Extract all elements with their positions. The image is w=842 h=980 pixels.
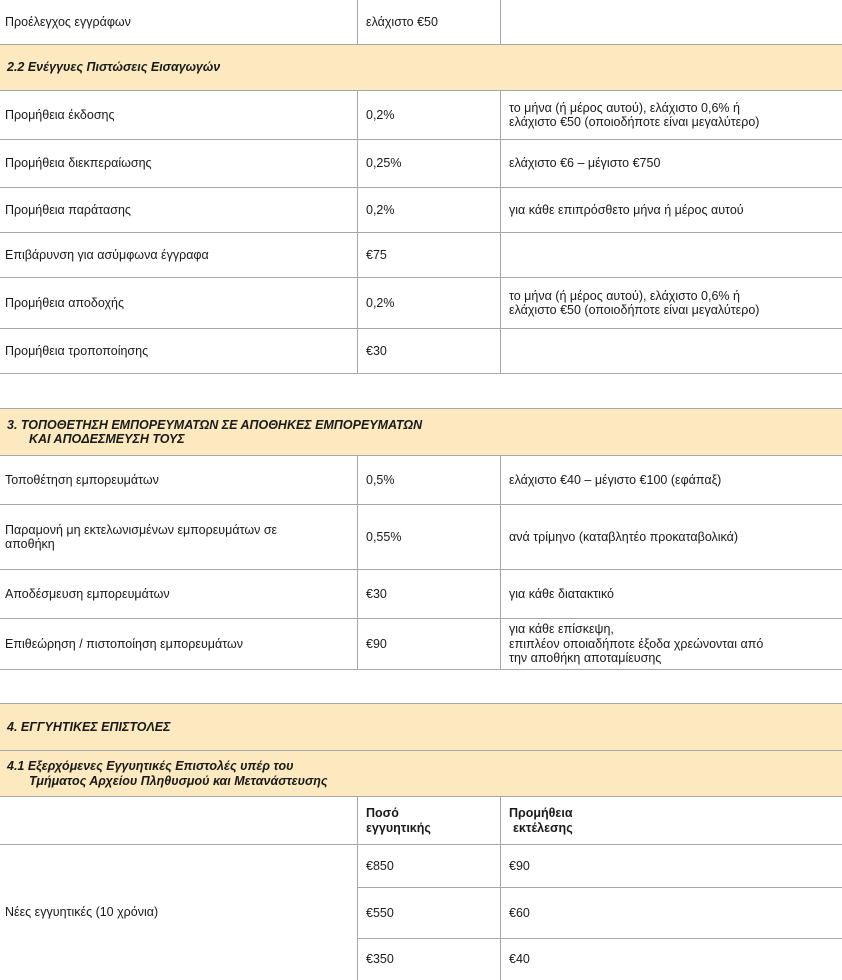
table-row-amendment <box>0 329 842 373</box>
section-title-line: 4.1 Εξερχόμενες Εγγυητικές Επιστολές υπέρ του <box>7 759 294 774</box>
section-title-line: ΚΑΙ ΑΠΟΔΕΣΜΕΥΣΗ ΤΟΥΣ <box>29 432 185 446</box>
section-title-line: 3. ΤΟΠΟΘΕΤΗΣΗ ΕΜΠΟΡΕΥΜΑΤΩΝ ΣΕ ΑΠΟΘΗΚΕΣ ΕΜΠΟΡΕΥΜΑΤΩΝ <box>7 417 423 432</box>
section-title-line: Τμήματος Αρχείου Πληθυσμού και Μετανάστευσης <box>29 773 328 788</box>
fee-rate: 0,2% <box>358 278 501 328</box>
table-row-processing <box>0 140 842 187</box>
table-row-extension <box>0 188 842 232</box>
fee-label-line: Παραμονή μη εκτελωνισμένων εμπορευμάτων σε <box>5 522 278 537</box>
fee-note: ανά τρίμηνο (καταβλητέο προκαταβολικά) <box>509 529 739 544</box>
fee-label: Αποδέσμευση εμπορευμάτων <box>0 570 358 618</box>
fee-rate: 0,5% <box>358 456 501 504</box>
section-header-3 <box>0 409 842 455</box>
guarantee-label: Νέες εγγυητικές (10 χρόνια) <box>0 845 358 980</box>
fee-note: ελάχιστο €6 – μέγιστο €750 <box>509 156 661 171</box>
guarantee-fee: €40 <box>509 952 530 967</box>
fee-note <box>501 329 842 373</box>
section-title: 4. ΕΓΓΥΗΤΙΚΕΣ ΕΠΙΣΤΟΛΕΣ <box>7 719 171 734</box>
guarantee-fee: €60 <box>509 905 530 920</box>
section-header-2-2 <box>0 45 842 90</box>
table-header-row <box>0 797 842 844</box>
section-title <box>0 409 842 455</box>
fee-label <box>0 505 358 569</box>
table-row-storage <box>0 505 842 569</box>
fee-note <box>501 91 842 139</box>
fee-label: Προμήθεια αποδοχής <box>0 278 358 328</box>
column-header-line: Προμήθεια <box>509 806 573 821</box>
column-header-line: εγγυητικής <box>366 820 431 835</box>
fee-label: Προέλεγχος εγγράφων <box>0 0 358 44</box>
fee-label: Προμήθεια διεκπεραίωσης <box>0 140 358 187</box>
fee-label: Προμήθεια έκδοσης <box>0 91 358 139</box>
fee-note-line: επιπλέον οποιαδήποτε έξοδα χρεώνονται από <box>509 636 764 651</box>
fee-rate: €30 <box>358 570 501 618</box>
fee-note-line: για κάθε επίσκεψη, <box>509 622 614 637</box>
fee-rate: 0,55% <box>358 505 501 569</box>
section-title <box>0 751 842 796</box>
fee-note <box>501 0 842 44</box>
section-header-4 <box>0 704 842 750</box>
column-header-line: Ποσό <box>366 806 399 821</box>
fee-label: Προμήθεια παράτασης <box>0 188 358 232</box>
fee-rate: €75 <box>358 233 501 277</box>
section-header-4-1 <box>0 751 842 796</box>
fee-note-line: ελάχιστο €50 (οποιοδήποτε είναι μεγαλύτερο) <box>509 303 760 317</box>
empty-header-cell <box>0 797 358 844</box>
guarantee-amount: €350 <box>358 939 501 980</box>
table-row-placement <box>0 456 842 504</box>
fee-label: Επιβάρυνση για ασύμφωνα έγγραφα <box>0 233 358 277</box>
table-row-release <box>0 570 842 618</box>
table-row-guarantee-2 <box>0 888 842 938</box>
table-row-inspection <box>0 619 842 669</box>
column-header-amount <box>358 797 501 844</box>
fee-rate: €30 <box>358 329 501 373</box>
table-row-doc-check <box>0 0 842 44</box>
guarantee-amount: €550 <box>358 888 501 938</box>
table-row-acceptance <box>0 278 842 328</box>
column-header-fee <box>501 797 842 844</box>
fee-note <box>501 619 842 669</box>
fee-label: Τοποθέτηση εμπορευμάτων <box>0 456 358 504</box>
fee-note: ελάχιστο €40 – μέγιστο €100 (εφάπαξ) <box>509 472 722 487</box>
table-row-issue <box>0 91 842 139</box>
table-row-guarantee-1 <box>0 845 842 887</box>
fee-label: Επιθεώρηση / πιστοποίηση εμπορευμάτων <box>0 619 358 669</box>
fee-rate: ελάχιστο €50 <box>358 0 501 44</box>
fee-note-line: το μήνα (ή μέρος αυτού), ελάχιστο 0,6% ή <box>509 288 740 303</box>
fee-label: Προμήθεια τροποποίησης <box>0 329 358 373</box>
fee-rate: €90 <box>358 619 501 669</box>
guarantee-fee: €90 <box>509 858 530 873</box>
table-row-guarantee-3 <box>0 939 842 980</box>
fee-note-line: την αποθήκη αποταμίευσης <box>509 651 662 666</box>
table-row-discrepant <box>0 233 842 277</box>
fee-note: για κάθε διατακτικό <box>509 586 615 601</box>
fee-note <box>501 278 842 328</box>
fee-label-line: αποθήκη <box>5 537 55 551</box>
section-title: 2.2 Ενέγγυες Πιστώσεις Εισαγωγών <box>7 60 221 75</box>
fee-rate: 0,2% <box>358 188 501 232</box>
fee-note <box>501 233 842 277</box>
fee-rate: 0,25% <box>358 140 501 187</box>
guarantee-amount: €850 <box>358 845 501 887</box>
fee-note: για κάθε επιπρόσθετο μήνα ή μέρος αυτού <box>509 202 744 217</box>
fee-note-line: ελάχιστο €50 (οποιοδήποτε είναι μεγαλύτερο) <box>509 115 760 129</box>
column-header-line: εκτέλεσης <box>513 820 573 835</box>
fee-note-line: το μήνα (ή μέρος αυτού), ελάχιστο 0,6% ή <box>509 100 740 115</box>
fee-rate: 0,2% <box>358 91 501 139</box>
